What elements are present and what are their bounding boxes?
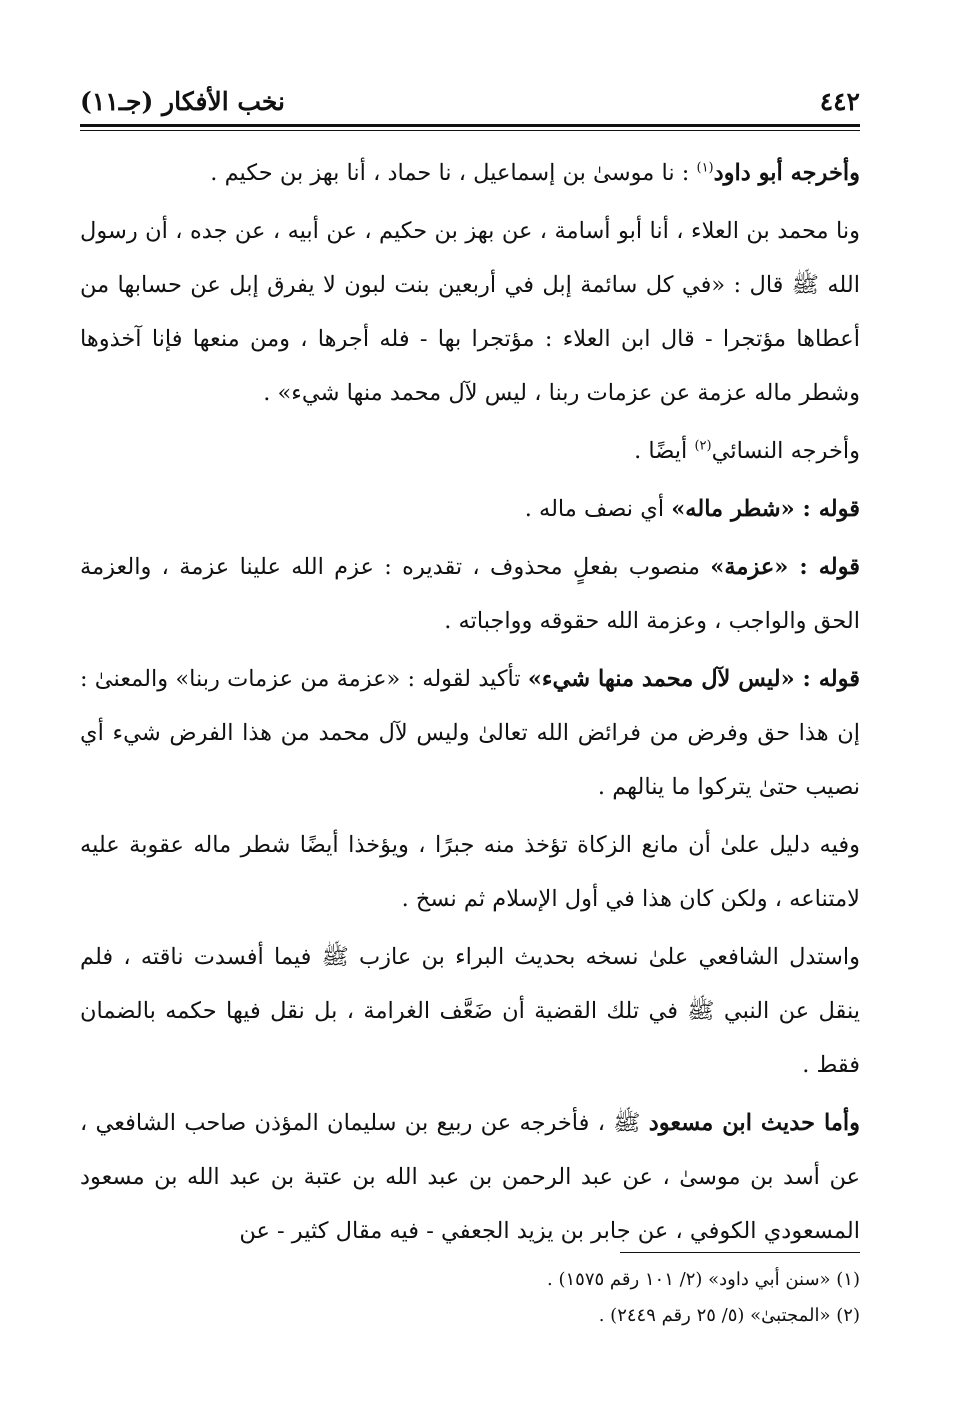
paragraph-lead: قوله : «شطر ماله» (671, 496, 860, 522)
running-head (80, 80, 860, 122)
paragraph-text: أيضًا . (634, 438, 695, 464)
paragraph-7 (80, 818, 860, 926)
paragraph-8 (80, 930, 860, 1092)
paragraph-text: : نا موسىٰ بن إسماعيل ، نا حماد ، أنا بهز بن حكيم . (210, 160, 697, 186)
paragraph-text: ونا محمد بن العلاء ، أنا أبو أسامة ، عن بهز بن حكيم ، عن أبيه ، عن جده ، أن رسول الله ﷺ قال : «في كل سائمة إبل في أربعين بنت لبون لا يفرق إبل عن حسابها من أعطاها مؤتجرا - قال ابن العلاء : مؤتجرا بها - فله أجرها ، ومن منعها فإنا آخذوها وشطر ماله عزمة عن عزمات ربنا ، ليس لآل محمد منها شيء» . (80, 218, 860, 406)
paragraph-1 (80, 146, 860, 200)
paragraph-4 (80, 482, 860, 536)
paragraph-lead: وأما حديث ابن مسعود (648, 1110, 860, 1136)
footnote-rule (620, 1252, 860, 1253)
footnote-ref: (٢) (694, 438, 712, 454)
paragraph-text: ﷺ ، فأخرجه عن ربيع بن سليمان المؤذن صاحب الشافعي ، عن أسد بن موسىٰ ، عن عبد الرحمن بن عبد الله بن عتبة بن عبد الله بن مسعود المسعودي الكوفي ، عن جابر بن يزيد الجعفي - فيه مقال كثير - عن (80, 1110, 860, 1244)
paragraph-text: منصوب بفعلٍ محذوف ، تقديره : عزم الله علينا عزمة ، والعزمة الحق والواجب ، وعزمة الله حقوقه وواجباته . (80, 554, 860, 634)
paragraph-6 (80, 652, 860, 814)
paragraph-2 (80, 204, 860, 420)
footnote-2: (٢) «المجتبىٰ» (٥/ ٢٥ رقم ٢٤٤٩) . (598, 1305, 860, 1326)
paragraph-text: وفيه دليل علىٰ أن مانع الزكاة تؤخذ منه جبرًا ، ويؤخذا أيضًا شطر ماله عقوبة عليه لامتناعه ، ولكن كان هذا في أول الإسلام ثم نسخ . (80, 832, 860, 912)
header-rule-thin (80, 130, 860, 131)
book-page (80, 0, 860, 1417)
paragraph-3 (80, 424, 860, 478)
main-text (80, 146, 860, 1262)
paragraph-text: تأكيد لقوله : «عزمة من عزمات ربنا» والمعنىٰ : إن هذا حق وفرض من فرائض الله تعالىٰ وليس لآل محمد من هذا الفرض شيء أي نصيب حتىٰ يتركوا ما ينالهم . (80, 666, 860, 800)
paragraph-lead: قوله : «ليس لآل محمد منها شيء» (527, 666, 860, 692)
footnotes (80, 1262, 860, 1334)
paragraph-text: أي نصف ماله . (524, 496, 672, 522)
footnote-ref: (١) (696, 160, 714, 176)
page-number: ٤٤٢ (819, 86, 860, 116)
book-title: نخب الأفكار (جـ١١) (80, 86, 286, 116)
paragraph-9 (80, 1096, 860, 1258)
footnote-1: (١) «سنن أبي داود» (٢/ ١٠١ رقم ١٥٧٥) . (547, 1269, 860, 1290)
header-rule-thick (80, 124, 860, 127)
paragraph-lead: وأخرجه أبو داود (713, 160, 860, 186)
paragraph-5 (80, 540, 860, 648)
paragraph-text: وأخرجه النسائي (711, 438, 860, 464)
paragraph-lead: قوله : «عزمة» (710, 554, 860, 580)
paragraph-text: واستدل الشافعي علىٰ نسخه بحديث البراء بن عازب ﷺ فيما أفسدت ناقته ، فلم ينقل عن النبي ﷺ في تلك القضية أن ضَعَّف الغرامة ، بل نقل فيها حكمه بالضمان فقط . (80, 944, 860, 1078)
